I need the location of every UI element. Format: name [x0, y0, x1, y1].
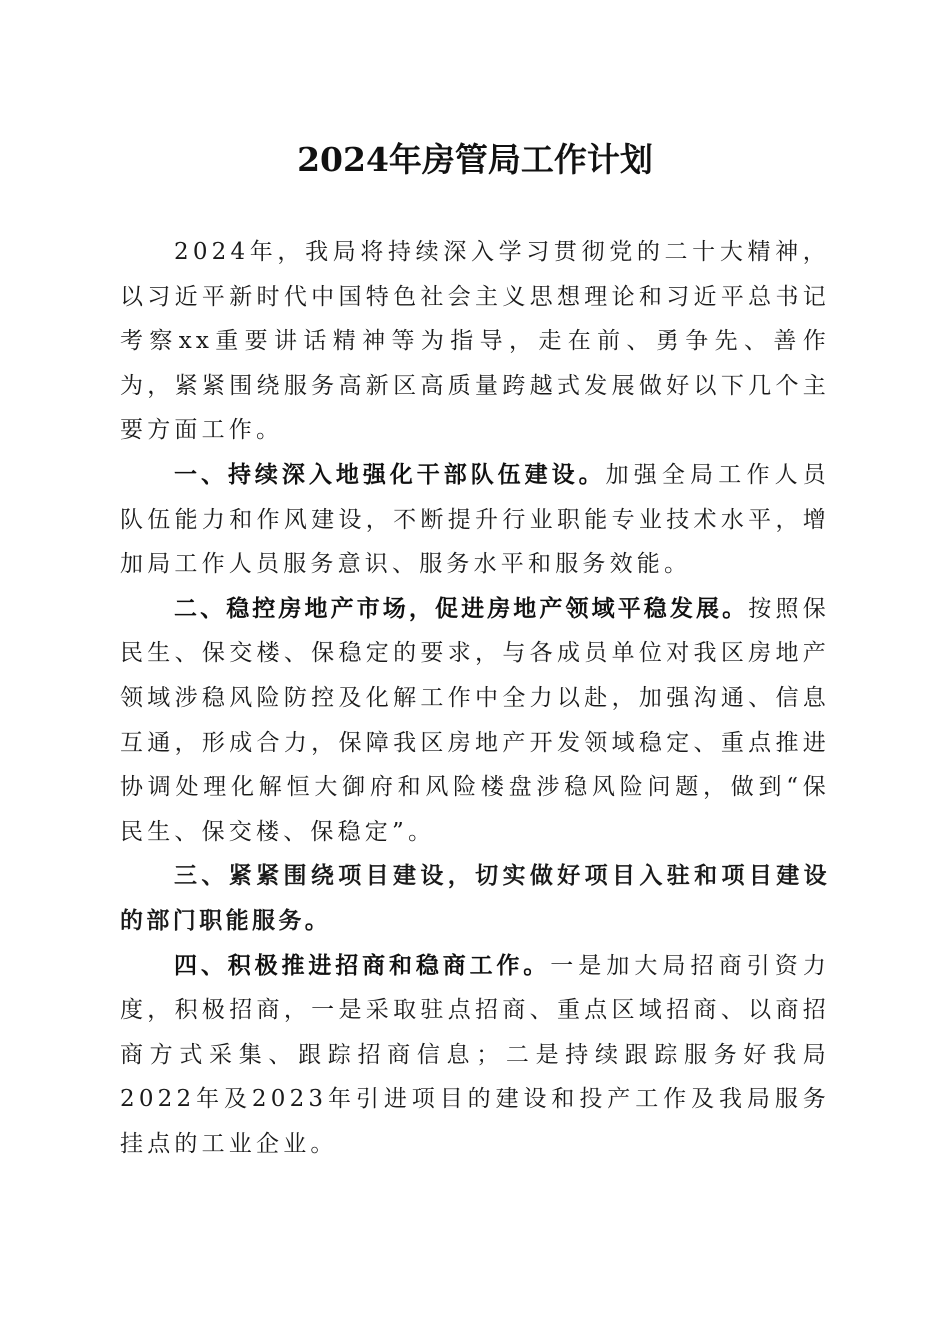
section-3-paragraph [120, 854, 830, 943]
section-2-text: 按照保民生、保交楼、保稳定的要求，与各成员单位对我区房地产领域涉稳风险防控及化解工作中全力以赴，加强沟通、信息互通，形成合力，保障我区房地产开发领域稳定、重点推进协调处理化解恒大御府和风险楼盘涉稳风险问题，做到“保民生、保交楼、保稳定”。 [120, 595, 831, 845]
section-4-paragraph [120, 944, 830, 1167]
section-4-heading: 四、积极推进招商和稳商工作。 [174, 952, 551, 979]
document-body [120, 230, 830, 1166]
section-4-text: 一是加大局招商引资力度，积极招商，一是采取驻点招商、重点区域招商、以商招商方式采集、跟踪招商信息；二是持续跟踪服务好我局2022年及2023年引进项目的建设和投产工作及我局服务挂点的工业企业。 [120, 952, 831, 1157]
section-1-heading: 一、持续深入地强化干部队伍建设。 [174, 461, 606, 488]
intro-paragraph: 2024年，我局将持续深入学习贯彻党的二十大精神，以习近平新时代中国特色社会主义思想理论和习近平总书记考察xx重要讲话精神等为指导，走在前、勇争先、善作为，紧紧围绕服务高新区高质量跨越式发展做好以下几个主要方面工作。 [120, 239, 830, 444]
section-2-heading: 二、稳控房地产市场，促进房地产领域平稳发展。 [174, 595, 749, 622]
section-1-text: 加强全局工作人员队伍能力和作风建设，不断提升行业职能专业技术水平，增加局工作人员服务意识、服务水平和服务效能。 [120, 461, 830, 578]
section-1-paragraph [120, 453, 830, 587]
section-2-paragraph [120, 587, 830, 855]
document-title: 2024年房管局工作计划 [297, 140, 653, 179]
section-3-heading: 三、紧紧围绕项目建设，切实做好项目入驻和项目建设的部门职能服务。 [120, 863, 830, 934]
